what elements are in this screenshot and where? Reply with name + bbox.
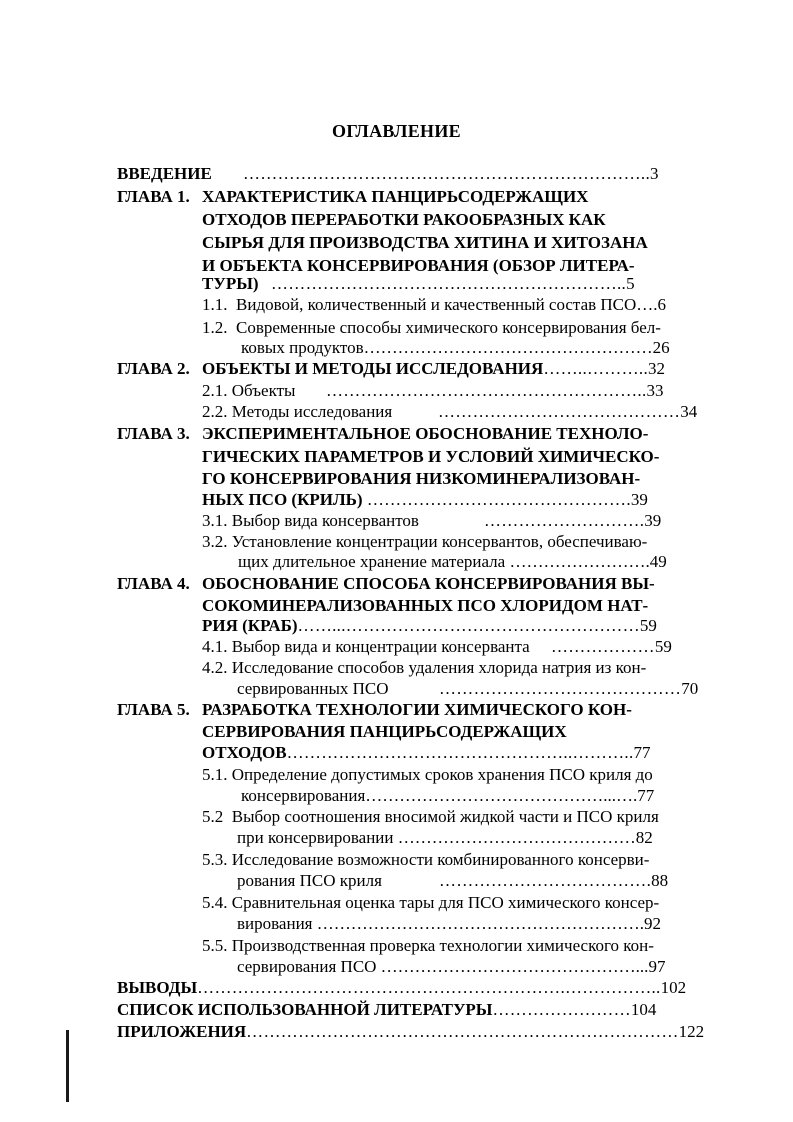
section-title: Методы исследования <box>231 402 393 421</box>
entry-label: ОБЪЕКТЫ И МЕТОДЫ ИССЛЕДОВАНИЯ <box>202 359 544 378</box>
toc-chapter-3-line2: ГИЧЕСКИХ ПАРАМЕТРОВ И УСЛОВИЙ ХИМИЧЕСКО- <box>202 447 660 466</box>
entry-label: СПИСОК ИСПОЛЬЗОВАННОЙ ЛИТЕРАТУРЫ <box>117 1000 493 1019</box>
page-number: 5 <box>626 274 635 293</box>
toc-section-4-1-leader <box>551 636 672 658</box>
toc-chapter-1-line5 <box>202 273 259 295</box>
toc-section-5-3 <box>202 849 649 871</box>
toc-chapter-1-line2: ОТХОДОВ ПЕРЕРАБОТКИ РАКООБРАЗНЫХ КАК <box>202 210 606 229</box>
toc-section-3-2-cont <box>238 551 667 573</box>
page-number: 77 <box>633 743 651 762</box>
dot-leader: …………………… <box>492 1000 631 1019</box>
dot-leader: ……………………………………………………….…………….. <box>197 978 661 997</box>
toc-chapter-4-line1: ОБОСНОВАНИЕ СПОСОБА КОНСЕРВИРОВАНИЯ ВЫ- <box>202 574 655 593</box>
toc-chapter-3-line4 <box>202 489 648 511</box>
toc-chapter-4-line2: СОКОМИНЕРАЛИЗОВАННЫХ ПСО ХЛОРИДОМ НАТ- <box>202 596 649 615</box>
page-number: 92 <box>644 914 661 933</box>
section-title: Исследование способов удаления хлорида натрия из кон- <box>231 658 647 677</box>
dot-leader: ………………………………. <box>439 871 652 890</box>
section-number: 1.2. <box>202 318 228 337</box>
page-number: 6 <box>657 295 667 314</box>
page-title: ОГЛАВЛЕНИЕ <box>332 121 461 141</box>
toc-chapter-4-line3 <box>202 615 657 637</box>
toc-chapter-5-line3 <box>202 742 651 764</box>
toc-chapter-3-line3: ГО КОНСЕРВИРОВАНИЯ НИЗКОМИНЕРАЛИЗОВАН- <box>202 469 641 488</box>
section-title: Объекты <box>231 381 296 400</box>
toc-chapter-1-line3: СЫРЬЯ ДЛЯ ПРОИЗВОДСТВА ХИТИНА И ХИТОЗАНА <box>202 233 648 252</box>
dot-leader: ……………… <box>551 637 655 656</box>
dot-leader: …………………………………………………….. <box>271 274 627 293</box>
toc-entry-conclusions <box>117 977 686 999</box>
page-number: 77 <box>637 786 655 805</box>
toc-section-3-1-leader <box>484 510 661 532</box>
page-number: 70 <box>681 679 699 698</box>
section-title-cont: сервирования ПСО ………………………………………... <box>237 957 649 976</box>
section-title: Выбор вида консервантов <box>231 511 419 530</box>
toc-section-4-1 <box>202 636 530 658</box>
dot-leader: …………………………………………………………….. <box>243 164 650 183</box>
section-title: Выбор соотношения вносимой жидкой части и ПСО криля <box>231 807 659 826</box>
toc-intro-leader <box>243 163 659 185</box>
toc-section-5-2 <box>202 806 659 828</box>
toc-section-5-5 <box>202 935 654 957</box>
toc-chapter-5-line2: СЕРВИРОВАНИЯ ПАНЦИРЬСОДЕРЖАЩИХ <box>202 722 567 741</box>
toc-chapter-5-line1: РАЗРАБОТКА ТЕХНОЛОГИИ ХИМИЧЕСКОГО КОН- <box>202 700 632 719</box>
toc-chapter-5-label: ГЛАВА 5. <box>117 700 190 719</box>
toc-section-5-4 <box>202 892 659 914</box>
entry-label: ТУРЫ) <box>202 274 259 293</box>
page-number: 82 <box>635 828 653 847</box>
toc-section-5-3-cont <box>237 870 382 892</box>
toc-entry-appendix <box>117 1021 704 1043</box>
section-title-cont: при консервировании …………………………………… <box>237 828 636 847</box>
toc-section-2-2-leader <box>438 401 697 423</box>
section-title-cont: щих длительное хранение материала ……………………. <box>238 552 650 571</box>
section-number: 5.5. <box>202 936 228 955</box>
toc-chapter-2-label: ГЛАВА 2. <box>117 359 190 378</box>
page-number: 3 <box>650 164 659 183</box>
toc-chapter-1-leader <box>271 273 635 295</box>
section-title-cont: рования ПСО криля <box>237 871 382 890</box>
section-number: 2.1. <box>202 381 228 400</box>
toc-section-4-2-leader <box>439 678 698 700</box>
page-number: 26 <box>652 338 670 357</box>
toc-chapter-1-line4: И ОБЪЕКТА КОНСЕРВИРОВАНИЯ (ОБЗОР ЛИТЕРА- <box>202 256 635 275</box>
dot-leader: …………………………………… <box>438 402 681 421</box>
toc-entry-references <box>117 999 656 1021</box>
toc-section-4-2 <box>202 657 646 679</box>
section-number: 5.2 <box>202 807 224 826</box>
entry-label: ОТХОДОВ <box>202 743 287 762</box>
toc-section-5-1 <box>202 764 653 786</box>
page-number: 33 <box>646 381 664 400</box>
toc-chapter-1-label: ГЛАВА 1. <box>117 187 190 206</box>
section-title: Определение допустимых сроков хранения ПСО криля до <box>231 765 653 784</box>
entry-label: РИЯ (КРАБ) <box>202 616 298 635</box>
section-number: 2.2. <box>202 402 228 421</box>
dot-leader: ……..……….. <box>543 359 649 378</box>
section-number: 3.1. <box>202 511 228 530</box>
page-number: 59 <box>654 637 672 656</box>
toc-section-5-4-cont <box>237 913 661 935</box>
section-number: 4.1. <box>202 637 228 656</box>
toc-section-1-2 <box>202 317 661 339</box>
section-title: Современные способы химического консервирования бел- <box>236 318 661 337</box>
toc-section-5-2-cont <box>237 827 653 849</box>
entry-label: ВЫВОДЫ <box>117 978 198 997</box>
section-title-cont: вирования …………………………………………………. <box>237 914 644 933</box>
toc-section-2-1-leader <box>326 380 664 402</box>
toc-section-4-2-cont <box>237 678 389 700</box>
page-number: 97 <box>648 957 666 976</box>
toc-section-2-2 <box>202 401 392 423</box>
section-title: Установление концентрации консервантов, обеспечиваю- <box>231 532 648 551</box>
entry-label: ПРИЛОЖЕНИЯ <box>117 1022 247 1041</box>
page-number: 102 <box>660 978 687 997</box>
page-number: 32 <box>648 359 666 378</box>
dot-leader: ………………………. <box>484 511 645 530</box>
dot-leader: ………………………………………………………………… <box>246 1022 679 1041</box>
section-number: 5.1. <box>202 765 228 784</box>
page-number: 39 <box>644 511 662 530</box>
toc-chapter-3-line1: ЭКСПЕРИМЕНТАЛЬНОЕ ОБОСНОВАНИЕ ТЕХНОЛО- <box>202 424 649 443</box>
page-number: 59 <box>639 616 657 635</box>
section-title-cont: сервированных ПСО <box>237 679 389 698</box>
toc-section-3-2 <box>202 531 647 553</box>
section-title: Выбор вида и концентрации консерванта <box>231 637 530 656</box>
toc-entry-intro <box>117 163 212 185</box>
dot-leader: ……...…………………………………………… <box>297 616 640 635</box>
dot-leader: …………………………………… <box>439 679 682 698</box>
section-title: Видовой, количественный и качественный состав ПСО…. <box>236 295 658 314</box>
section-number: 5.3. <box>202 850 228 869</box>
toc-section-2-1 <box>202 380 295 402</box>
section-title-cont: ковых продуктов…………………………………………… <box>241 338 653 357</box>
page-number: 39 <box>630 490 648 509</box>
toc-section-1-2-cont <box>241 337 670 359</box>
toc-chapter-2-line1 <box>202 358 665 380</box>
toc-section-5-3-leader <box>439 870 668 892</box>
dot-leader: ……………………………………………….. <box>326 381 647 400</box>
toc-chapter-4-label: ГЛАВА 4. <box>117 574 190 593</box>
section-title: Сравнительная оценка тары для ПСО химического консер- <box>231 893 660 912</box>
section-number: 1.1. <box>202 295 228 314</box>
section-number: 5.4. <box>202 893 228 912</box>
toc-section-1-1 <box>202 294 666 316</box>
section-title: Исследование возможности комбинированного консерви- <box>231 850 650 869</box>
section-number: 3.2. <box>202 532 228 551</box>
toc-chapter-1-line1: ХАРАКТЕРИСТИКА ПАНЦИРЬСОДЕРЖАЩИХ <box>202 187 589 206</box>
section-title: Производственная проверка технологии химического кон- <box>231 936 654 955</box>
page-number: 104 <box>630 1000 657 1019</box>
scan-edge-mark <box>66 1030 69 1102</box>
dot-leader: …………………………………………..……….. <box>286 743 634 762</box>
toc-section-3-1 <box>202 510 419 532</box>
toc-section-5-5-cont <box>237 956 665 978</box>
section-title-cont: консервирования……………………………………...…. <box>241 786 638 805</box>
page-number: 88 <box>651 871 669 890</box>
entry-label: ВВЕДЕНИЕ <box>117 164 212 183</box>
toc-chapter-3-label: ГЛАВА 3. <box>117 424 190 443</box>
section-number: 4.2. <box>202 658 228 677</box>
page-number: 34 <box>680 402 698 421</box>
page-number: 122 <box>678 1022 705 1041</box>
entry-label: НЫХ ПСО (КРИЛЬ) <box>202 490 363 509</box>
page-number: 49 <box>649 552 667 571</box>
dot-leader: ………………………………………. <box>366 490 631 509</box>
toc-section-5-1-cont <box>241 785 654 807</box>
